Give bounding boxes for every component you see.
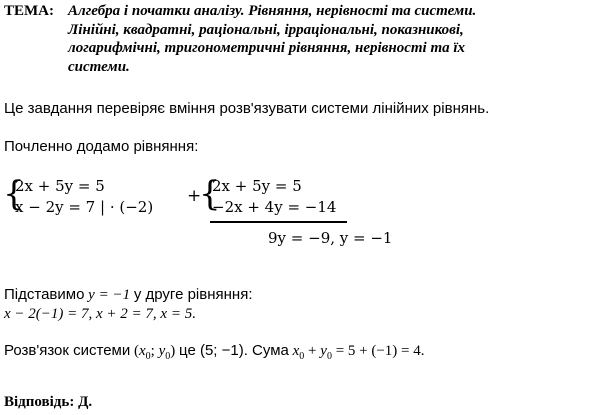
system1-eq1: 2x + 5y = 5 [15,177,105,195]
intro-text: Це завдання перевіряє вміння розв'язувати системи лінійних рівнянь. [4,100,490,117]
step2-calculation: x − 2(−1) = 7, x + 2 = 7, x = 5. [4,306,196,322]
plus-sign: + [187,186,202,206]
answer-text: Відповідь: Д. [4,394,93,410]
sum-result: 9y = −9, y = −1 [268,229,393,247]
system1-multiplier: | · (−2) [100,198,154,216]
topic-line-4: системи. [68,58,130,75]
system2-eq2: −2x + 4y = −14 [212,198,337,216]
topic-label: ТЕМА: [4,3,54,19]
step2-line: Підставимо y = −1 у друге рівняння: [4,286,253,303]
step1-text: Почленно додамо рівняння: [4,138,199,155]
system1 [15,176,153,218]
topic-header [4,2,594,76]
topic-line-3: логарифмічні, тригонометричні рівняння, нерівності та їх [68,40,466,56]
left-brace-system1: { [3,174,25,214]
system2 [212,176,336,218]
topic-line-2: Лінійні, квадратні, раціональні, ірраціональні, показникові, [68,21,464,38]
solution-line: Розв'язок системи ($x_0$; $y_0$) це (5; −1). Сума $x_0 + y_0 = 5 + (-1) = 4$. [4,342,425,362]
left-brace-system2: { [199,174,221,214]
sum-line [210,221,347,223]
system1-eq2: x − 2y = 7 | · (−2) [15,198,154,216]
step2-substitution: y = −1 [88,287,131,303]
topic-line-1: Алгебра і початки аналізу. Рівняння, нерівності та системи. [68,3,477,19]
system2-eq1: 2x + 5y = 5 [212,177,302,195]
